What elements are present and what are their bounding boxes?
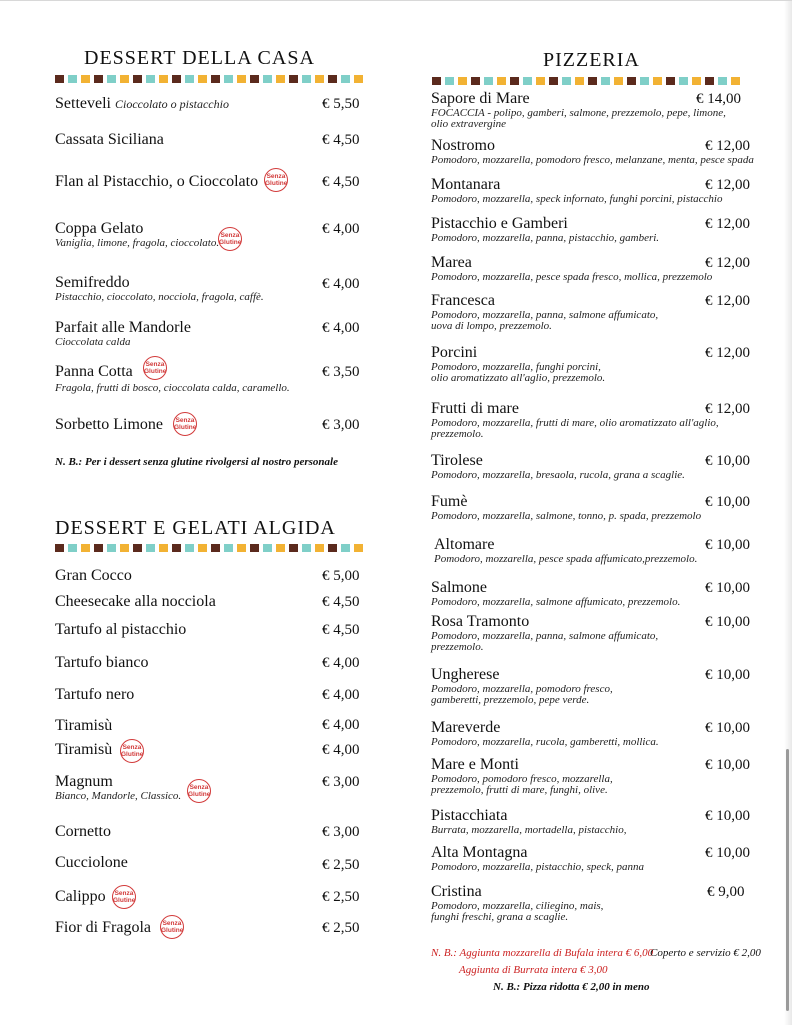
pizza-desc: uova di lompo, prezzemolo. xyxy=(431,320,552,332)
pizza-name: Frutti di mare xyxy=(431,400,519,417)
item-price: € 4,50 xyxy=(322,174,360,190)
item-price: € 5,00 xyxy=(322,568,360,584)
bar-segment xyxy=(107,544,116,552)
pizza-name: Sapore di Mare xyxy=(431,90,530,107)
pizza-desc: Pomodoro, mozzarella, pesce spada fresco, mollica, prezzemolo xyxy=(431,271,713,283)
pizza-name: Altomare xyxy=(434,536,495,553)
scrollbar[interactable] xyxy=(786,749,789,1011)
pizza-item xyxy=(431,400,719,440)
pizza-desc: Pomodoro, mozzarella, panna, salmone affumicato, xyxy=(431,630,659,642)
bar-segment xyxy=(328,544,337,552)
menu-item xyxy=(55,319,191,348)
pizza-item xyxy=(431,493,701,522)
item-name: Setteveli xyxy=(55,95,111,112)
item-name: Tartufo nero xyxy=(55,686,135,703)
section-title-pizzeria: PIZZERIA xyxy=(543,49,640,71)
bar-segment xyxy=(523,77,532,85)
pizza-desc: Pomodoro, mozzarella, pesce spada affumicato,prezzemolo. xyxy=(434,553,698,565)
item-price: € 2,50 xyxy=(322,920,360,936)
item-name: Semifreddo xyxy=(55,274,130,291)
pizza-desc: Pomodoro, mozzarella, bresaola, rucola, grana a scaglie. xyxy=(431,469,685,481)
pizza-name: Alta Montagna xyxy=(431,844,528,861)
pizza-desc: Pomodoro, mozzarella, panna, salmone affumicato, xyxy=(431,309,659,321)
bar-segment xyxy=(81,544,90,552)
item-price: € 3,50 xyxy=(322,364,360,380)
bar-segment xyxy=(653,77,662,85)
bar-segment xyxy=(263,75,272,83)
note-burrata: Aggiunta di Burrata intera € 3,00 xyxy=(459,964,608,976)
bar-segment xyxy=(445,77,454,85)
bar-segment xyxy=(328,75,337,83)
pizza-name: Francesca xyxy=(431,292,495,309)
bar-segment xyxy=(120,75,129,83)
pizza-price: € 12,00 xyxy=(705,345,750,361)
pizza-name: Pistacchio e Gamberi xyxy=(431,215,568,232)
pizza-name: Ungherese xyxy=(431,666,500,683)
bar-segment xyxy=(354,544,363,552)
bar-segment xyxy=(536,77,545,85)
pizza-price: € 14,00 xyxy=(696,91,741,107)
bar-segment xyxy=(55,544,64,552)
item-price: € 4,00 xyxy=(322,276,360,292)
bar-segment xyxy=(224,75,233,83)
bar-segment xyxy=(354,75,363,83)
bar-segment xyxy=(341,75,350,83)
bar-segment xyxy=(497,77,506,85)
bar-segment xyxy=(146,544,155,552)
pizza-item xyxy=(431,613,658,653)
item-name: Cornetto xyxy=(55,823,111,840)
bar-segment xyxy=(614,77,623,85)
menu-item xyxy=(55,686,134,704)
menu-item xyxy=(55,919,151,937)
pizza-desc: prezzemolo. xyxy=(431,428,484,440)
item-price: € 3,00 xyxy=(322,774,360,790)
bar-segment xyxy=(237,544,246,552)
pizza-desc: olio aromatizzato all'aglio, prezzemolo. xyxy=(431,372,606,384)
bar-segment xyxy=(146,75,155,83)
item-desc: Bianco, Mandorle, Classico. xyxy=(55,790,182,802)
pizza-desc: Pomodoro, mozzarella, ciliegino, mais, xyxy=(431,900,604,912)
bar-segment xyxy=(718,77,727,85)
bar-segment xyxy=(237,75,246,83)
bar-segment xyxy=(159,544,168,552)
pizza-desc: Pomodoro, mozzarella, salmone, tonno, p. spada, prezzemolo xyxy=(431,510,702,522)
bar-segment xyxy=(510,77,519,85)
item-desc: Cioccolata calda xyxy=(55,336,131,348)
note-pizza-ridotta: N. B.: Pizza ridotta € 2,00 in meno xyxy=(493,981,650,993)
pizza-desc: olio extravergine xyxy=(431,118,507,130)
item-name: Flan al Pistacchio, o Cioccolato xyxy=(55,173,259,190)
note-coperto: Coperto e servizio € 2,00 xyxy=(650,947,761,959)
pizza-name: Fumè xyxy=(431,493,468,510)
gluten-free-badge-icon: Senza Glutine xyxy=(264,168,288,192)
item-name: Tiramisù xyxy=(55,741,113,758)
bar-segment xyxy=(250,544,259,552)
menu-item xyxy=(55,416,163,434)
bar-segment xyxy=(549,77,558,85)
pizza-price: € 12,00 xyxy=(705,138,750,154)
bar-segment xyxy=(302,544,311,552)
pizza-name: Pistacchiata xyxy=(431,807,508,824)
pizza-item xyxy=(434,536,697,565)
pizza-desc: FOCACCIA - polipo, gamberi, salmone, prezzemolo, pepe, limone, xyxy=(431,107,726,119)
menu-item xyxy=(55,95,229,113)
pizza-item xyxy=(431,666,613,706)
menu-item xyxy=(55,274,264,303)
bar-segment xyxy=(601,77,610,85)
bar-segment xyxy=(276,75,285,83)
pizza-item xyxy=(431,844,644,873)
pizza-desc: Pomodoro, mozzarella, panna, pistacchio, gamberi. xyxy=(431,232,660,244)
pizza-price: € 12,00 xyxy=(705,216,750,232)
bar-segment xyxy=(471,77,480,85)
pizza-price: € 10,00 xyxy=(705,494,750,510)
bar-segment xyxy=(640,77,649,85)
pizza-desc: gamberetti, prezzemolo, pepe verde. xyxy=(431,694,590,706)
pizza-price: € 10,00 xyxy=(705,614,750,630)
item-name: Fior di Fragola xyxy=(55,919,151,936)
bar-segment xyxy=(81,75,90,83)
pizza-item xyxy=(431,883,603,923)
item-price: € 4,00 xyxy=(322,221,360,237)
pizza-name: Nostromo xyxy=(431,137,495,154)
item-name: Cucciolone xyxy=(55,854,128,871)
bar-segment xyxy=(107,75,116,83)
item-price: € 4,00 xyxy=(322,655,360,671)
bar-segment xyxy=(432,77,441,85)
menu-item xyxy=(55,854,128,872)
bar-segment xyxy=(185,544,194,552)
decorative-bar xyxy=(432,77,744,85)
item-desc: Fragola, frutti di bosco, cioccolata calda, caramello. xyxy=(55,382,290,394)
bar-segment xyxy=(679,77,688,85)
pizza-desc: Pomodoro, mozzarella, rucola, gamberetti, mollica. xyxy=(431,736,659,748)
menu-item xyxy=(55,888,106,906)
pizza-item xyxy=(431,579,680,608)
pizza-desc: Pomodoro, pomodoro fresco, mozzarella, xyxy=(431,773,613,785)
bar-segment xyxy=(68,544,77,552)
pizza-desc: Pomodoro, mozzarella, funghi porcini, xyxy=(431,361,601,373)
bar-segment xyxy=(302,75,311,83)
bar-segment xyxy=(458,77,467,85)
pizza-item xyxy=(431,90,726,130)
pizza-desc: prezzemolo. xyxy=(431,641,484,653)
pizza-item xyxy=(431,452,685,481)
item-price: € 4,00 xyxy=(322,687,360,703)
pizza-desc: Pomodoro, mozzarella, speck infornato, funghi porcini, pistacchio xyxy=(431,193,723,205)
pizza-name: Montanara xyxy=(431,176,501,193)
item-price: € 2,50 xyxy=(322,889,360,905)
pizza-desc: Pomodoro, mozzarella, frutti di mare, olio aromatizzato all'aglio, xyxy=(431,417,719,429)
bar-segment xyxy=(484,77,493,85)
bar-segment xyxy=(289,544,298,552)
pizza-desc: funghi freschi, grana a scaglie. xyxy=(431,911,569,923)
gluten-free-badge-icon: Senza Glutine xyxy=(112,885,136,909)
pizza-name: Mareverde xyxy=(431,719,501,736)
pizza-item xyxy=(431,719,659,748)
pizza-price: € 10,00 xyxy=(705,667,750,683)
item-name: Panna Cotta xyxy=(55,363,133,380)
bar-segment xyxy=(575,77,584,85)
pizza-name: Mare e Monti xyxy=(431,756,519,773)
menu-item xyxy=(55,823,111,841)
bar-segment xyxy=(263,544,272,552)
bar-segment xyxy=(341,544,350,552)
item-price: € 3,00 xyxy=(322,417,360,433)
bar-segment xyxy=(172,544,181,552)
item-name: Cassata Siciliana xyxy=(55,131,164,148)
item-name: Cheesecake alla nocciola xyxy=(55,593,216,610)
item-desc: Vaniglia, limone, fragola, cioccolato. xyxy=(55,237,220,249)
bar-segment xyxy=(94,544,103,552)
item-price: € 3,00 xyxy=(322,824,360,840)
item-name: Sorbetto Limone xyxy=(55,416,163,433)
bar-segment xyxy=(133,544,142,552)
gluten-free-badge-icon: Senza Glutine xyxy=(160,915,184,939)
item-desc: Cioccolato o pistacchio xyxy=(114,97,229,111)
gluten-note: N. B.: Per i dessert senza glutine rivolgersi al nostro personale xyxy=(55,456,338,468)
menu-item xyxy=(55,654,149,672)
pizza-price: € 12,00 xyxy=(705,293,750,309)
bar-segment xyxy=(276,544,285,552)
bar-segment xyxy=(692,77,701,85)
bar-segment xyxy=(289,75,298,83)
item-price: € 4,00 xyxy=(322,320,360,336)
pizza-name: Cristina xyxy=(431,883,482,900)
bar-segment xyxy=(198,75,207,83)
bar-segment xyxy=(211,75,220,83)
item-price: € 5,50 xyxy=(322,96,360,112)
item-name: Tiramisù xyxy=(55,717,113,734)
pizza-item xyxy=(431,215,659,244)
pizza-price: € 12,00 xyxy=(705,177,750,193)
pizza-item xyxy=(431,756,613,796)
note-bufala: N. B.: Aggiunta mozzarella di Bufala intera € 6,00 xyxy=(431,947,654,959)
pizza-price: € 10,00 xyxy=(705,537,750,553)
item-name: Tartufo bianco xyxy=(55,654,149,671)
item-price: € 4,50 xyxy=(322,594,360,610)
gluten-free-badge-icon: Senza Glutine xyxy=(218,227,242,251)
section-title-dessert-algida: DESSERT E GELATI ALGIDA xyxy=(55,517,336,539)
pizza-name: Marea xyxy=(431,254,472,271)
gluten-free-badge-icon: Senza Glutine xyxy=(120,739,144,763)
decorative-bar xyxy=(55,544,367,552)
pizza-price: € 10,00 xyxy=(705,720,750,736)
bar-segment xyxy=(705,77,714,85)
item-price: € 4,50 xyxy=(322,132,360,148)
pizza-desc: Pomodoro, mozzarella, salmone affumicato, prezzemolo. xyxy=(431,596,681,608)
menu-item xyxy=(55,131,164,149)
bar-segment xyxy=(562,77,571,85)
pizza-item xyxy=(431,807,626,836)
pizza-price: € 10,00 xyxy=(705,757,750,773)
bar-segment xyxy=(55,75,64,83)
pizza-name: Tirolese xyxy=(431,452,483,469)
bar-segment xyxy=(250,75,259,83)
section-title-dessert-casa: DESSERT DELLA CASA xyxy=(84,47,315,69)
bar-segment xyxy=(666,77,675,85)
pizza-price: € 10,00 xyxy=(705,580,750,596)
bar-segment xyxy=(198,544,207,552)
menu-item xyxy=(55,741,112,759)
bar-segment xyxy=(120,544,129,552)
bar-segment xyxy=(211,544,220,552)
pizza-price: € 10,00 xyxy=(705,845,750,861)
menu-item xyxy=(55,363,290,394)
bar-segment xyxy=(68,75,77,83)
item-price: € 4,00 xyxy=(322,742,360,758)
pizza-name: Porcini xyxy=(431,344,478,361)
item-desc: Pistacchio, cioccolato, nocciola, fragola, caffè. xyxy=(55,291,264,303)
pizza-price: € 12,00 xyxy=(705,401,750,417)
bar-segment xyxy=(627,77,636,85)
item-price: € 2,50 xyxy=(322,857,360,873)
menu-item xyxy=(55,567,132,585)
pizza-desc: Pomodoro, mozzarella, pomodoro fresco, melanzane, menta, pesce spada xyxy=(431,154,754,166)
decorative-bar xyxy=(55,75,367,83)
bar-segment xyxy=(159,75,168,83)
gluten-free-badge-icon: Senza Glutine xyxy=(173,412,197,436)
item-name: Parfait alle Mandorle xyxy=(55,319,191,336)
gluten-free-badge-icon: Senza Glutine xyxy=(187,779,211,803)
item-name: Magnum xyxy=(55,773,113,790)
bar-segment xyxy=(588,77,597,85)
bar-segment xyxy=(94,75,103,83)
item-name: Coppa Gelato xyxy=(55,220,144,237)
bar-segment xyxy=(172,75,181,83)
pizza-desc: prezzemolo, frutti di mare, funghi, olive. xyxy=(431,784,608,796)
menu-item xyxy=(55,593,216,611)
item-name: Tartufo al pistacchio xyxy=(55,621,187,638)
pizza-price: € 9,00 xyxy=(707,884,745,900)
pizza-price: € 10,00 xyxy=(705,808,750,824)
bar-segment xyxy=(185,75,194,83)
bar-segment xyxy=(133,75,142,83)
bar-segment xyxy=(224,544,233,552)
pizza-item xyxy=(431,344,605,384)
item-name: Gran Cocco xyxy=(55,567,132,584)
pizza-item xyxy=(431,176,722,205)
pizza-desc: Pomodoro, mozzarella, pomodoro fresco, xyxy=(431,683,613,695)
gluten-free-badge-icon: Senza Glutine xyxy=(143,356,167,380)
bar-segment xyxy=(315,75,324,83)
pizza-name: Rosa Tramonto xyxy=(431,613,530,630)
pizza-price: € 10,00 xyxy=(705,453,750,469)
bar-segment xyxy=(315,544,324,552)
menu-item xyxy=(55,173,258,191)
menu-item xyxy=(55,621,186,639)
item-name: Calippo xyxy=(55,888,106,905)
bar-segment xyxy=(731,77,740,85)
menu-item xyxy=(55,717,112,735)
pizza-price: € 12,00 xyxy=(705,255,750,271)
pizza-item xyxy=(431,292,658,332)
pizza-item xyxy=(431,254,712,283)
menu-item xyxy=(55,773,181,802)
pizza-desc: Pomodoro, mozzarella, pistacchio, speck, panna xyxy=(431,861,645,873)
pizza-desc: Burrata, mozzarella, mortadella, pistacchio, xyxy=(431,824,627,836)
item-price: € 4,50 xyxy=(322,622,360,638)
item-price: € 4,00 xyxy=(322,717,360,733)
menu-item xyxy=(55,220,219,249)
pizza-name: Salmone xyxy=(431,579,487,596)
